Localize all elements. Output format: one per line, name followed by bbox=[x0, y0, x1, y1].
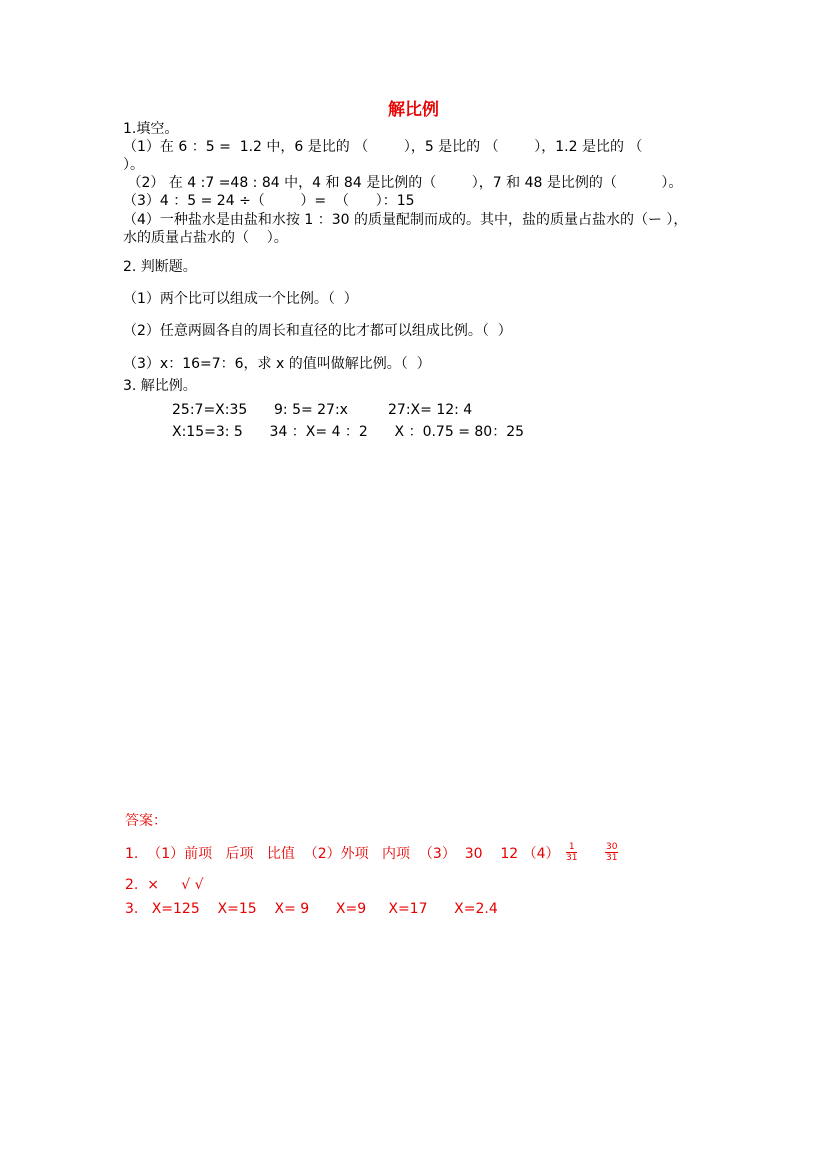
answers-label: 答案： bbox=[125, 813, 167, 829]
fraction-2-denominator: 31 bbox=[606, 853, 618, 863]
fraction-2-numerator: 30 bbox=[606, 842, 618, 852]
section2-heading: 2. 判断题。 bbox=[123, 259, 197, 275]
fill-question-4-continued: 水的质量占盐水的（ ）。 bbox=[123, 230, 288, 246]
fill-question-1: （1）在 6 ：5 = 1.2 中，6 是比的 （ ），5 是比的 （ ），1.2 是比的 （ bbox=[123, 139, 643, 155]
answer-line-1: 1. （1）前项 后项 比值 （2）外项 内项 （3） 30 12 （4） bbox=[125, 846, 560, 862]
fill-question-3: （3）4 ：5 = 24 ÷（ ）= （ ）：15 bbox=[123, 193, 415, 209]
fill-question-2: （2） 在 4 :7 =48 : 84 中，4 和 84 是比例的（ ），7 和 48 是比例的（ ）。 bbox=[123, 175, 683, 191]
judge-question-3: （3）x：16=7：6，求 x 的值叫做解比例。（ ） bbox=[123, 356, 431, 372]
answer-line-2: 2. × √ √ bbox=[125, 877, 204, 893]
section3-heading: 3. 解比例。 bbox=[123, 378, 197, 394]
proportion-row-2: X:15=3: 5 34 ：X= 4 ：2 X ：0.75 = 80：25 bbox=[172, 424, 525, 440]
answer-line-3: 3. X=125 X=15 X= 9 X=9 X=17 X=2.4 bbox=[125, 901, 498, 917]
answer-fraction-1 bbox=[566, 842, 577, 863]
worksheet-title: 解比例 bbox=[388, 100, 439, 120]
judge-question-2: （2）任意两圆各自的周长和直径的比才都可以组成比例。（ ） bbox=[123, 323, 512, 339]
section1-heading: 1.填空。 bbox=[123, 121, 179, 137]
answer-fraction-2 bbox=[605, 842, 618, 863]
proportion-row-1: 25:7=X:35 9: 5= 27:x 27:X= 12: 4 bbox=[172, 402, 473, 418]
judge-question-1: （1）两个比可以组成一个比例。（ ） bbox=[123, 291, 358, 307]
fraction-1-denominator: 31 bbox=[566, 853, 578, 863]
fill-question-4: （4）一种盐水是由盐和水按 1 ：30 的质量配制而成的。其中，盐的质量占盐水的（ー ）， bbox=[123, 212, 688, 228]
fill-question-1-continued: ）。 bbox=[123, 157, 144, 173]
fraction-1-numerator: 1 bbox=[566, 842, 577, 853]
